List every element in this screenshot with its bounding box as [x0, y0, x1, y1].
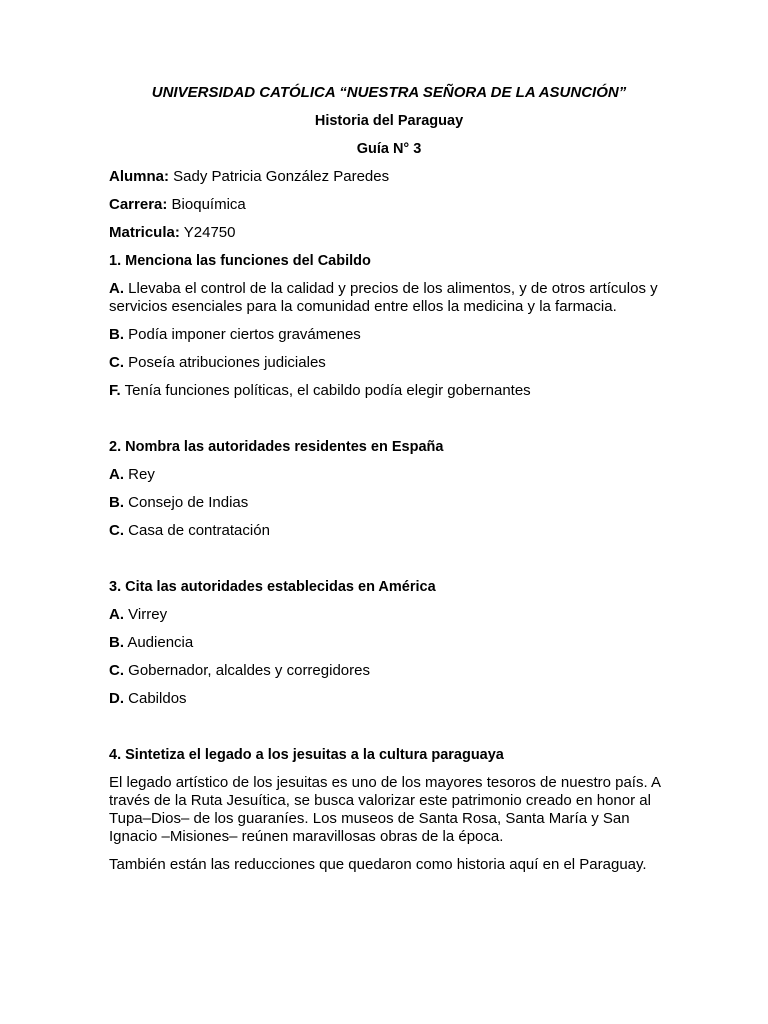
question-4-paragraph-2: También están las reducciones que quedaron como historia aquí en el Paraguay.: [109, 856, 647, 873]
question-1-title: 1. Menciona las funciones del Cabildo: [109, 253, 371, 269]
spacer: [109, 410, 669, 438]
answer-text: Consejo de Indias: [124, 494, 249, 511]
question-3-answer-b: [109, 634, 669, 652]
question-1-answer-b: [109, 326, 669, 344]
answer-letter: B.: [109, 634, 124, 651]
question-2-title: 2. Nombra las autoridades residentes en España: [109, 439, 444, 455]
course-title: Historia del Paraguay: [314, 113, 464, 129]
answer-text: Rey: [124, 466, 155, 483]
spacer: [109, 718, 669, 746]
answer-text: Tenía funciones políticas, el cabildo podía elegir gobernantes: [120, 382, 531, 399]
guide-number: Guía N° 3: [356, 141, 422, 157]
answer-letter: B.: [109, 326, 124, 343]
spacer: [109, 550, 669, 578]
question-1-answer-f: [109, 382, 669, 400]
answer-letter: C.: [109, 354, 124, 371]
question-4-title: 4. Sintetiza el legado a los jesuitas a la cultura paraguaya: [109, 747, 504, 763]
career-field: [109, 196, 669, 214]
answer-letter: B.: [109, 494, 124, 511]
question-1-answer-c: [109, 354, 669, 372]
answer-letter: C.: [109, 662, 124, 679]
answer-text: Llevaba el control de la calidad y precios de los alimentos, y de otros artículos y servicios esenciales para la comunidad entre ellos la medicina y la farmacia.: [109, 280, 658, 315]
question-3-title: 3. Cita las autoridades establecidas en América: [109, 579, 436, 595]
student-name-label: Alumna:: [109, 168, 169, 185]
question-3-answer-c: [109, 662, 669, 680]
enrollment-field: [109, 224, 669, 242]
answer-letter: A.: [109, 606, 124, 623]
question-2-answer-a: [109, 466, 669, 484]
answer-letter: A.: [109, 466, 124, 483]
question-2-answer-c: [109, 522, 669, 540]
question-3-answer-a: [109, 606, 669, 624]
career-label: Carrera:: [109, 196, 168, 213]
answer-text: Podía imponer ciertos gravámenes: [124, 326, 361, 343]
answer-text: Cabildos: [124, 690, 187, 707]
answer-text: Audiencia: [124, 634, 194, 651]
answer-text: Virrey: [124, 606, 168, 623]
answer-text: Casa de contratación: [124, 522, 270, 539]
question-1-answer-a: [109, 280, 669, 316]
answer-letter: F.: [109, 382, 121, 399]
university-title: UNIVERSIDAD CATÓLICA “NUESTRA SEÑORA DE LA ASUNCIÓN”: [151, 84, 627, 101]
career-value: Bioquímica: [167, 196, 246, 213]
student-name-value: Sady Patricia González Paredes: [169, 168, 390, 185]
question-2-answer-b: [109, 494, 669, 512]
document-body: [109, 84, 669, 884]
answer-letter: A.: [109, 280, 124, 297]
answer-letter: C.: [109, 522, 124, 539]
answer-text: Gobernador, alcaldes y corregidores: [124, 662, 370, 679]
enrollment-label: Matricula:: [109, 224, 180, 241]
answer-text: Poseía atribuciones judiciales: [124, 354, 326, 371]
question-3-answer-d: [109, 690, 669, 708]
question-4-paragraph-1: El legado artístico de los jesuitas es uno de los mayores tesoros de nuestro país. A través de la Ruta Jesuítica, se busca valorizar este patrimonio creado en honor al Tupa–Dios– de los guaraníes. Los museos de Santa Rosa, Santa María y San Ignacio –Misiones– reúnen maravillosas obras de la época.: [109, 774, 661, 845]
answer-letter: D.: [109, 690, 124, 707]
enrollment-value: Y24750: [179, 224, 236, 241]
student-name-field: [109, 168, 669, 186]
